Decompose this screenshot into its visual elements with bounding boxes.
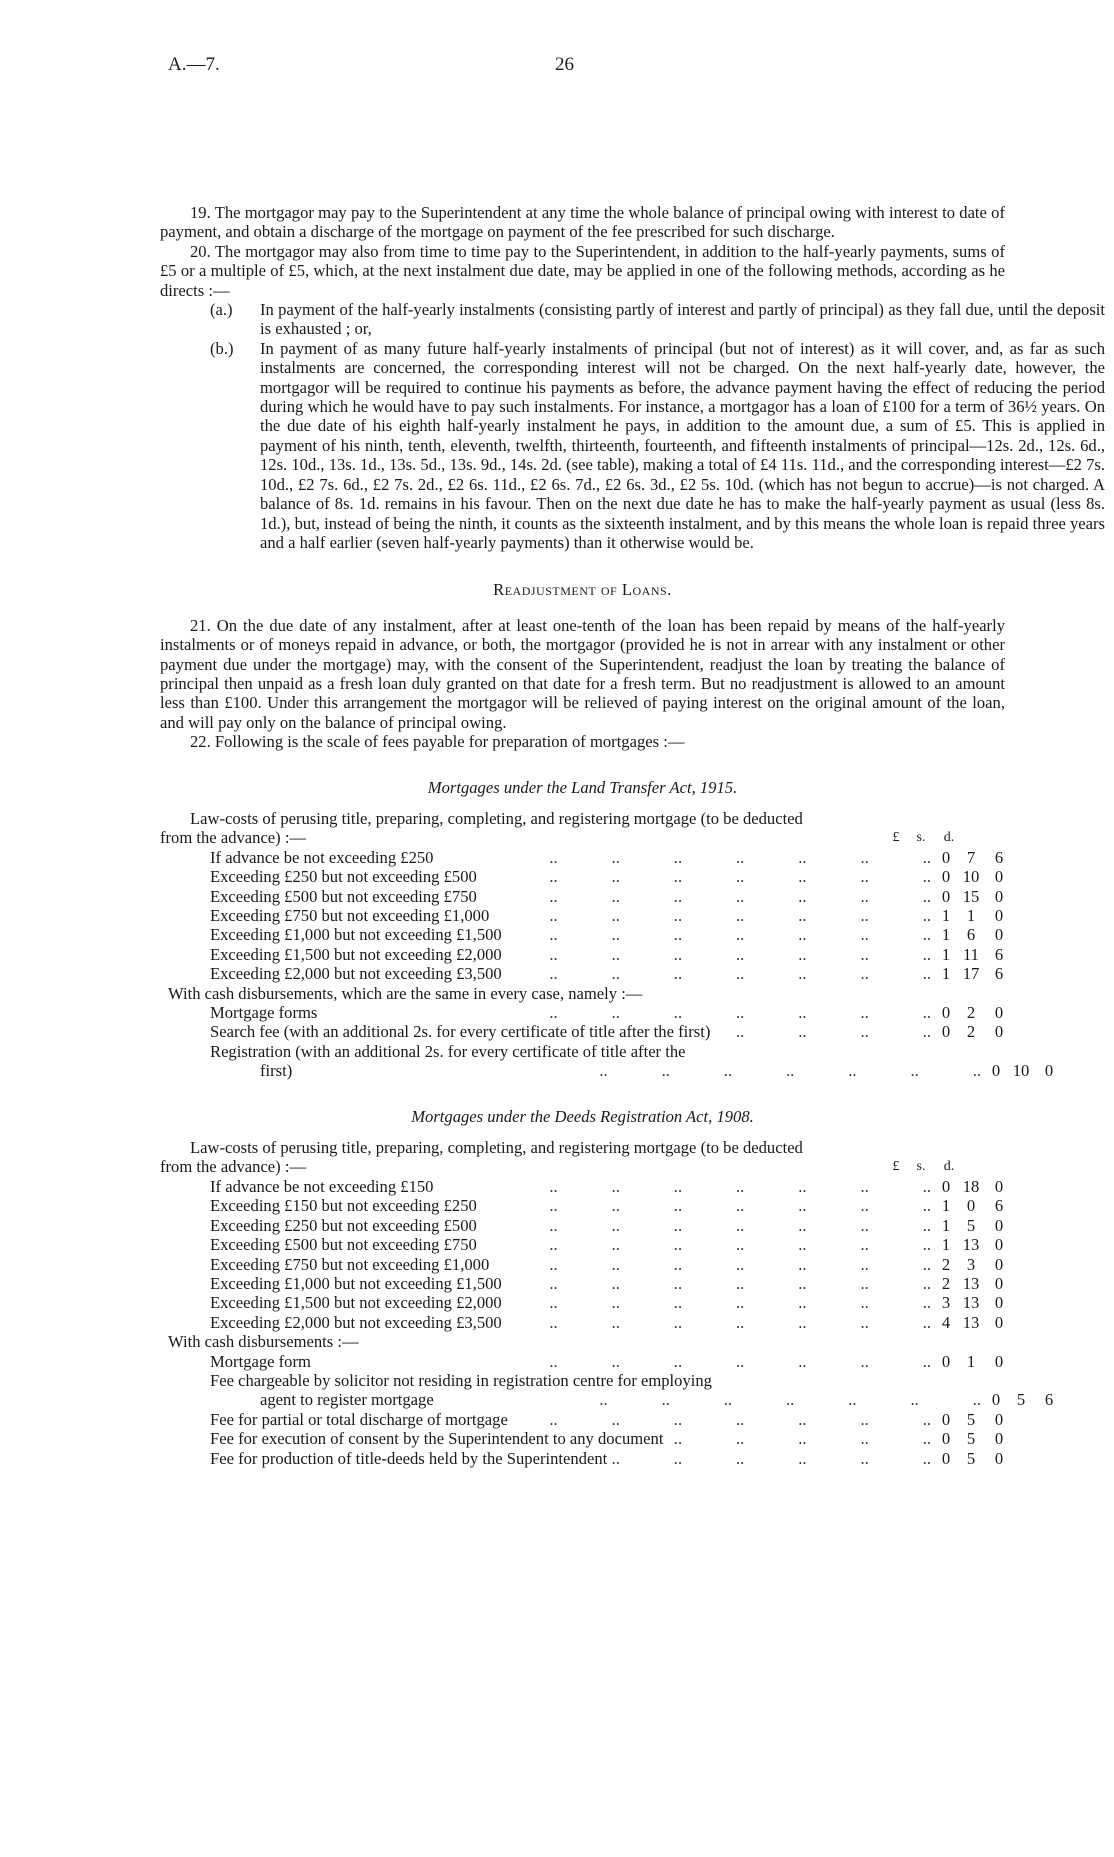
fee-row: [160, 1449, 1013, 1468]
amount: [935, 1235, 1013, 1254]
shillings: 5: [1016, 1390, 1026, 1410]
shillings: 10: [962, 867, 980, 887]
fee-row: [160, 945, 1013, 964]
fee-row: [160, 1061, 1063, 1080]
fee-label-line: Registration (with an additional 2s. for every certificate of title after the: [210, 1041, 686, 1061]
pounds: 1: [941, 964, 951, 984]
pounds: £: [892, 830, 900, 846]
fee-row: [160, 1216, 1013, 1235]
fee-row: [160, 1274, 1013, 1293]
shillings: 2: [966, 1003, 976, 1023]
law-costs-intro-cont: from the advance) :—: [160, 828, 307, 848]
amount: [935, 887, 1013, 906]
pounds: 0: [941, 1429, 951, 1449]
pounds: 0: [941, 1409, 951, 1429]
fee-row: [160, 1255, 1013, 1274]
shillings: 7: [966, 847, 976, 867]
pence: 0: [994, 1215, 1004, 1235]
amount: [935, 1003, 1013, 1022]
pence: 0: [994, 886, 1004, 906]
fee-row: [160, 1003, 1013, 1022]
shillings: 6: [966, 925, 976, 945]
units-row: [160, 828, 963, 847]
fee-label: Search fee (with an additional 2s. for every certificate of title after the first): [210, 1022, 711, 1042]
fee-label: Exceeding £250 but not exceeding £500: [210, 1215, 477, 1235]
amount: [985, 1061, 1063, 1080]
shillings: 5: [966, 1409, 976, 1429]
fee-row: [160, 1313, 1013, 1332]
pounds: 0: [991, 1061, 1001, 1081]
pence: 0: [994, 1448, 1004, 1468]
pence: 0: [994, 1022, 1004, 1042]
pounds: 0: [941, 1448, 951, 1468]
fee-label: Exceeding £2,000 but not exceeding £3,500: [210, 964, 502, 984]
dot-leader: [502, 945, 935, 964]
fee-row: [160, 906, 1013, 925]
currency-units: [885, 1157, 963, 1176]
fee-label: Exceeding £250 but not exceeding £500: [210, 867, 477, 887]
pence: 0: [994, 1235, 1004, 1255]
amount: [935, 1274, 1013, 1293]
amount: [935, 1196, 1013, 1215]
fee-label: Fee for execution of consent by the Superintendent to any document: [210, 1429, 664, 1449]
shillings: 13: [962, 1273, 980, 1293]
fee-table-land-transfer: [160, 808, 1054, 1081]
page-body: [160, 203, 1105, 1468]
fee-label: Exceeding £750 but not exceeding £1,000: [210, 1254, 490, 1274]
fee-row: [160, 1293, 1013, 1312]
amount: [935, 1449, 1013, 1468]
pounds: 0: [941, 1003, 951, 1023]
amount: [935, 906, 1013, 925]
section-heading: Readjustment of Loans.: [493, 580, 672, 600]
clause-a: [160, 300, 1105, 339]
amount: [935, 925, 1013, 944]
shillings: 1: [966, 906, 976, 925]
pence: 6: [994, 944, 1004, 964]
dot-leader: [489, 1255, 935, 1274]
dot-leader: [311, 1352, 935, 1371]
fee-row: [160, 1177, 1013, 1196]
pence: 0: [994, 1312, 1004, 1332]
law-costs-intro: Law-costs of perusing title, preparing, completing, and registering mortgage (to be deducted: [190, 808, 803, 828]
disbursements-heading: With cash disbursements :—: [168, 1332, 359, 1352]
shillings: 5: [966, 1215, 976, 1235]
pence: 6: [994, 847, 1004, 867]
paragraph-19: 19. The mortgagor may pay to the Superintendent at any time the whole balance of principal owing with interest to date of payment, and obtain a discharge of the mortgage on payment of the fee prescribed for such discharge.: [160, 203, 1005, 242]
amount: [935, 1313, 1013, 1332]
pounds: 3: [941, 1293, 951, 1313]
pounds: 1: [941, 944, 951, 964]
currency-units: [885, 828, 963, 847]
fee-row: [160, 964, 1013, 983]
amount: [935, 867, 1013, 886]
fee-label-cont: first): [260, 1061, 293, 1081]
dot-leader: [502, 964, 935, 983]
pence: 0: [1044, 1061, 1054, 1081]
pounds: 1: [941, 906, 951, 925]
pence: d.: [943, 830, 955, 846]
pounds: 1: [941, 1215, 951, 1235]
pence: 0: [994, 1273, 1004, 1293]
dot-leader: [489, 906, 935, 925]
pounds: 4: [941, 1312, 951, 1332]
table2-title: Mortgages under the Deeds Registration Act, 1908.: [411, 1106, 754, 1126]
pounds: 0: [941, 1176, 951, 1196]
fee-row: [160, 1390, 1063, 1409]
shillings: 3: [966, 1254, 976, 1274]
shillings: 5: [966, 1448, 976, 1468]
fee-label-cont: agent to register mortgage: [260, 1390, 434, 1410]
shillings: s.: [916, 830, 926, 846]
fee-row: [160, 1429, 1013, 1448]
pounds: £: [892, 1159, 900, 1175]
law-costs-intro-cont: from the advance) :—: [160, 1157, 307, 1177]
fee-row: [160, 925, 1013, 944]
amount: [935, 848, 1013, 867]
dot-leader: [434, 1390, 985, 1409]
amount: [985, 1390, 1063, 1409]
amount: [935, 1022, 1013, 1041]
dot-leader: [477, 1216, 935, 1235]
dot-leader: [710, 1022, 935, 1041]
pence: 0: [994, 1254, 1004, 1274]
pence: 0: [994, 1351, 1004, 1371]
pounds: 1: [941, 1196, 951, 1216]
dot-leader: [292, 1061, 985, 1080]
clause-b-text: In payment of as many future half-yearly instalments of principal (but not of interest) as it will cover, and, as far as such instalments are concerned, the corresponding interest will not be charged. On the next half-yearly date, however, the mortgagor will be required to continue his payments as before, the advance payment having the effect of reducing the period during which he would have to pay such instalments. For instance, a mortgagor has a loan of £100 for a term of 36½ years. On the due date of his eighth half-yearly instalment he pays, in addition to the amount due, a sum of £5. This is applied in payment of his ninth, tenth, eleventh, twelfth, thirteenth, fourteenth, and fifteenth instalments of principal—12s. 2d., 12s. 6d., 12s. 10d., 13s. 1d., 13s. 5d., 13s. 9d., 14s. 2d. (see table), making a total of £4 11s. 11d., and the corresponding interest—£2 7s. 10d., £2 7s. 6d., £2 7s. 2d., £2 6s. 11d., £2 6s. 7d., £2 6s. 3d., £2 5s. 10d. (which has not begun to accrue)—is not charged. A balance of 8s. 1d. remains in his favour. Then on the next due date he has to make the half-yearly payment as usual (less 8s. 1d.), but, instead of being the ninth, it counts as the sixteenth instalment, and by this means the whole loan is repaid three years and a half earlier (seven half-yearly payments) than it otherwise would be.: [260, 338, 1105, 552]
amount: [935, 1216, 1013, 1235]
fee-label: If advance be not exceeding £150: [210, 1176, 434, 1196]
dot-leader: [502, 1313, 935, 1332]
fee-row: [160, 1410, 1013, 1429]
pounds: 2: [941, 1273, 951, 1293]
fee-row: [160, 887, 1013, 906]
shillings: 18: [962, 1176, 980, 1196]
dot-leader: [477, 887, 935, 906]
fee-row: [160, 848, 1013, 867]
pounds: 0: [991, 1390, 1001, 1410]
paragraph-20: 20. The mortgagor may also from time to time pay to the Superintendent, in addition to the half-yearly payments, sums of £5 or a multiple of £5, which, at the next instalment due date, may be applied in one of the following methods, according as he directs :—: [160, 241, 1005, 300]
clause-a-text: In payment of the half-yearly instalments (consisting partly of interest and partly of principal) as they fall due, until the deposit is exhausted ; or,: [260, 300, 1105, 339]
fee-label: Exceeding £1,000 but not exceeding £1,500: [210, 1273, 502, 1293]
clause-a-label: (a.): [210, 300, 233, 320]
table1-title: Mortgages under the Land Transfer Act, 1915.: [427, 777, 738, 797]
amount: [935, 964, 1013, 983]
dot-leader: [477, 1196, 935, 1215]
dot-leader: [502, 1274, 935, 1293]
pence: 0: [994, 1176, 1004, 1196]
fee-label: Exceeding £500 but not exceeding £750: [210, 1235, 477, 1255]
dot-leader: [663, 1429, 935, 1448]
fee-row: [160, 1022, 1013, 1041]
fee-label: Exceeding £500 but not exceeding £750: [210, 886, 477, 906]
dot-leader: [607, 1449, 935, 1468]
pence: 6: [994, 1196, 1004, 1216]
page-number: 26: [555, 54, 574, 75]
amount: [935, 1410, 1013, 1429]
amount: [935, 1429, 1013, 1448]
amount: [935, 1293, 1013, 1312]
fee-label: Exceeding £1,500 but not exceeding £2,000: [210, 1293, 502, 1313]
shillings: 13: [962, 1293, 980, 1313]
pence: 0: [994, 867, 1004, 887]
shillings: 13: [962, 1235, 980, 1255]
pence: 0: [994, 1003, 1004, 1023]
dot-leader: [477, 1235, 935, 1254]
amount: [935, 1177, 1013, 1196]
fee-label: Exceeding £150 but not exceeding £250: [210, 1196, 477, 1216]
disbursements-heading: With cash disbursements, which are the same in every case, namely :—: [168, 983, 643, 1003]
fee-label: Mortgage forms: [210, 1003, 318, 1023]
fee-label: Fee for production of title-deeds held by the Superintendent: [210, 1448, 608, 1468]
shillings: 17: [962, 964, 980, 984]
dot-leader: [433, 848, 935, 867]
amount: [935, 1255, 1013, 1274]
pounds: 1: [941, 925, 951, 945]
pounds: 0: [941, 847, 951, 867]
shillings: 5: [966, 1429, 976, 1449]
dot-leader: [502, 925, 935, 944]
fee-row: [160, 1235, 1013, 1254]
fee-label: Exceeding £2,000 but not exceeding £3,500: [210, 1312, 502, 1332]
shillings: s.: [916, 1159, 926, 1175]
law-costs-intro: Law-costs of perusing title, preparing, completing, and registering mortgage (to be deducted: [190, 1138, 803, 1158]
fee-label: Fee for partial or total discharge of mortgage: [210, 1409, 508, 1429]
shillings: 11: [963, 944, 979, 964]
shillings: 15: [962, 886, 980, 906]
fee-row: [160, 1352, 1013, 1371]
dot-leader: [317, 1003, 935, 1022]
dot-leader: [508, 1410, 935, 1429]
shillings: 2: [966, 1022, 976, 1042]
fee-row: [160, 1196, 1013, 1215]
pence: 6: [1044, 1390, 1054, 1410]
pounds: 0: [941, 1022, 951, 1042]
clause-b: [160, 339, 1105, 552]
pence: 0: [994, 1429, 1004, 1449]
pounds: 2: [941, 1254, 951, 1274]
pounds: 0: [941, 886, 951, 906]
fee-label: If advance be not exceeding £250: [210, 847, 434, 867]
pounds: 0: [941, 1351, 951, 1371]
clause-b-label: (b.): [210, 338, 234, 358]
shillings: 1: [966, 1351, 976, 1371]
fee-row: [160, 867, 1013, 886]
pence: 6: [994, 964, 1004, 984]
fee-label: Exceeding £1,500 but not exceeding £2,000: [210, 944, 502, 964]
pence: 0: [994, 906, 1004, 925]
paragraph-21: 21. On the due date of any instalment, after at least one-tenth of the loan has been repaid by means of the half-yearly instalments or of moneys repaid in advance, or both, the mortgagor (provided he is not in arrear with any instalment or other payment due under the mortgage) may, with the consent of the Superintendent, readjust the loan by treating the balance of principal then unpaid as a fresh loan duly granted on that date for a fresh term. But no readjustment is allowed to an amount less than £100. Under this arrangement the mortgagor will be relieved of paying interest on the original amount of the loan, and will pay only on the balance of principal owing.: [160, 615, 1005, 732]
amount: [935, 945, 1013, 964]
pence: d.: [943, 1159, 955, 1175]
document-reference: A.—7.: [168, 54, 220, 75]
amount: [935, 1352, 1013, 1371]
shillings: 13: [962, 1312, 980, 1332]
paragraph-22: 22. Following is the scale of fees payable for preparation of mortgages :—: [190, 732, 685, 752]
fee-table-deeds-registration: [160, 1138, 1054, 1468]
dot-leader: [502, 1293, 935, 1312]
pence: 0: [994, 1293, 1004, 1313]
fee-label: Exceeding £1,000 but not exceeding £1,500: [210, 925, 502, 945]
fee-label: Mortgage form: [210, 1351, 311, 1371]
pounds: 1: [941, 1235, 951, 1255]
dot-leader: [433, 1177, 935, 1196]
pence: 0: [994, 925, 1004, 945]
units-row: [160, 1157, 963, 1176]
fee-label-line: Fee chargeable by solicitor not residing in registration centre for employing: [210, 1370, 712, 1390]
shillings: 0: [966, 1196, 976, 1216]
shillings: 10: [1012, 1061, 1030, 1081]
dot-leader: [477, 867, 935, 886]
fee-label: Exceeding £750 but not exceeding £1,000: [210, 906, 490, 925]
pounds: 0: [941, 867, 951, 887]
pence: 0: [994, 1409, 1004, 1429]
